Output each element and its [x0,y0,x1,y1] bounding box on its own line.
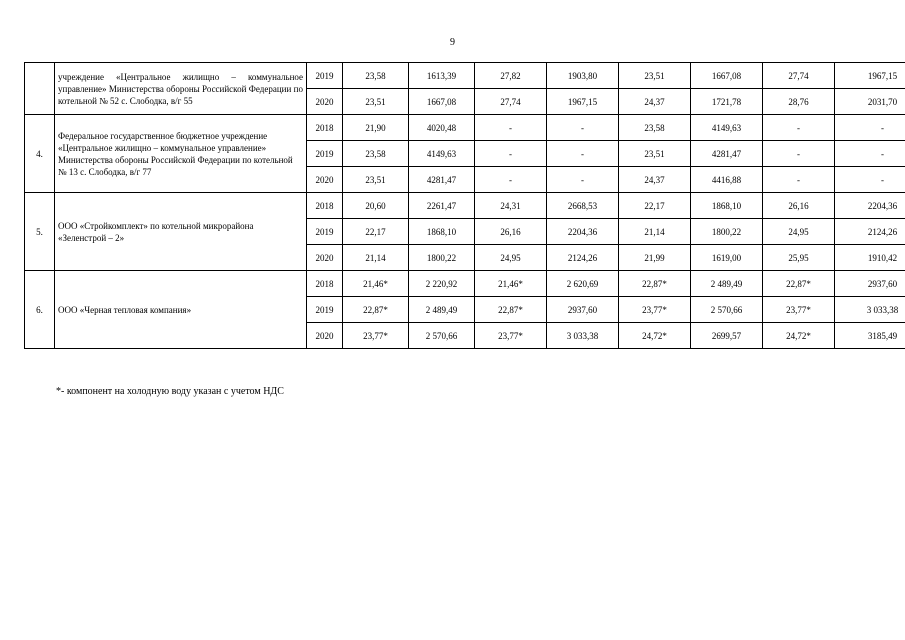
value-cell: 2937,60 [835,271,905,297]
value-cell: 23,51 [343,167,409,193]
value-cell: 22,87* [619,271,691,297]
table-row [25,63,905,89]
value-cell: 22,87* [763,271,835,297]
value-cell: 22,17 [619,193,691,219]
value-cell: 2 570,66 [691,297,763,323]
year-cell: 2018 [307,193,343,219]
value-cell: 1619,00 [691,245,763,271]
year-cell: 2019 [307,63,343,89]
row-index-cell: 6. [25,271,55,349]
value-cell: 1800,22 [691,219,763,245]
year-cell: 2020 [307,89,343,115]
value-cell: 3185,49 [835,323,905,349]
value-cell: 23,77* [343,323,409,349]
value-cell: - [835,115,905,141]
value-cell: - [547,115,619,141]
value-cell: 25,95 [763,245,835,271]
value-cell: 21,46* [343,271,409,297]
organization-cell: ООО «Стройкомплект» по котельной микрорайона «Зеленстрой – 2» [55,193,307,271]
value-cell: 24,95 [763,219,835,245]
value-cell: 2204,36 [835,193,905,219]
tariff-table-body [25,63,905,349]
row-index-cell: 5. [25,193,55,271]
value-cell: 24,72* [619,323,691,349]
row-index-cell [25,63,55,115]
value-cell: 23,51 [343,89,409,115]
year-cell: 2020 [307,323,343,349]
value-cell: 24,37 [619,167,691,193]
value-cell: 4281,47 [691,141,763,167]
value-cell: - [763,167,835,193]
value-cell: 23,77* [763,297,835,323]
value-cell: - [475,115,547,141]
value-cell: 22,87* [475,297,547,323]
year-cell: 2018 [307,271,343,297]
value-cell: 24,72* [763,323,835,349]
value-cell: - [547,141,619,167]
value-cell: 21,99 [619,245,691,271]
value-cell: 20,60 [343,193,409,219]
value-cell: 2 570,66 [409,323,475,349]
value-cell: 1667,08 [691,63,763,89]
value-cell: 27,74 [475,89,547,115]
value-cell: 2 489,49 [691,271,763,297]
value-cell: 3 033,38 [835,297,905,323]
value-cell: 1868,10 [691,193,763,219]
value-cell: 2668,53 [547,193,619,219]
value-cell: - [547,167,619,193]
value-cell: 4149,63 [409,141,475,167]
value-cell: 23,77* [619,297,691,323]
value-cell: 27,82 [475,63,547,89]
value-cell: 2 489,49 [409,297,475,323]
value-cell: 22,17 [343,219,409,245]
value-cell: 23,51 [619,141,691,167]
value-cell: 1910,42 [835,245,905,271]
value-cell: - [763,115,835,141]
organization-cell: Федеральное государственное бюджетное учреждение «Центральное жилищно – коммунальное управление» Министерства обороны Российской Федерации по котельной № 13 с. Слободка, в/г 77 [55,115,307,193]
value-cell: 3 033,38 [547,323,619,349]
year-cell: 2018 [307,115,343,141]
value-cell: 1903,80 [547,63,619,89]
value-cell: 1721,78 [691,89,763,115]
year-cell: 2019 [307,219,343,245]
organization-cell: ООО «Черная тепловая компания» [55,271,307,349]
year-cell: 2019 [307,141,343,167]
value-cell: 23,58 [343,141,409,167]
value-cell: - [475,167,547,193]
value-cell: 2204,36 [547,219,619,245]
value-cell: 23,77* [475,323,547,349]
footnote: *- компонент на холодную воду указан с учетом НДС [56,386,284,397]
value-cell: 21,90 [343,115,409,141]
value-cell: - [763,141,835,167]
value-cell: 2031,70 [835,89,905,115]
value-cell: 4149,63 [691,115,763,141]
table-row [25,115,905,141]
value-cell: 21,14 [619,219,691,245]
value-cell: - [835,167,905,193]
year-cell: 2019 [307,297,343,323]
value-cell: 21,46* [475,271,547,297]
value-cell: 1967,15 [835,63,905,89]
value-cell: 4020,48 [409,115,475,141]
value-cell: 4281,47 [409,167,475,193]
value-cell: 27,74 [763,63,835,89]
value-cell: 2699,57 [691,323,763,349]
value-cell: 21,14 [343,245,409,271]
value-cell: 4416,88 [691,167,763,193]
organization-cell: учреждение «Центральное жилищно – коммунальное управление» Министерства обороны Российской Федерации по котельной № 52 с. Слободка, в/г 55 [55,63,307,115]
value-cell: - [475,141,547,167]
year-cell: 2020 [307,167,343,193]
value-cell: 24,31 [475,193,547,219]
table-row [25,271,905,297]
value-cell: 2261,47 [409,193,475,219]
value-cell: 24,95 [475,245,547,271]
value-cell: 2937,60 [547,297,619,323]
value-cell: 23,58 [343,63,409,89]
page-number: 9 [450,37,455,48]
value-cell: 24,37 [619,89,691,115]
value-cell: 2124,26 [547,245,619,271]
value-cell: 2 220,92 [409,271,475,297]
row-index-cell: 4. [25,115,55,193]
value-cell: - [835,141,905,167]
year-cell: 2020 [307,245,343,271]
value-cell: 1667,08 [409,89,475,115]
value-cell: 1868,10 [409,219,475,245]
value-cell: 26,16 [475,219,547,245]
value-cell: 2124,26 [835,219,905,245]
value-cell: 22,87* [343,297,409,323]
value-cell: 1613,39 [409,63,475,89]
value-cell: 1800,22 [409,245,475,271]
value-cell: 2 620,69 [547,271,619,297]
value-cell: 23,51 [619,63,691,89]
value-cell: 23,58 [619,115,691,141]
table-row [25,193,905,219]
value-cell: 1967,15 [547,89,619,115]
value-cell: 26,16 [763,193,835,219]
tariff-table [24,62,905,349]
value-cell: 28,76 [763,89,835,115]
